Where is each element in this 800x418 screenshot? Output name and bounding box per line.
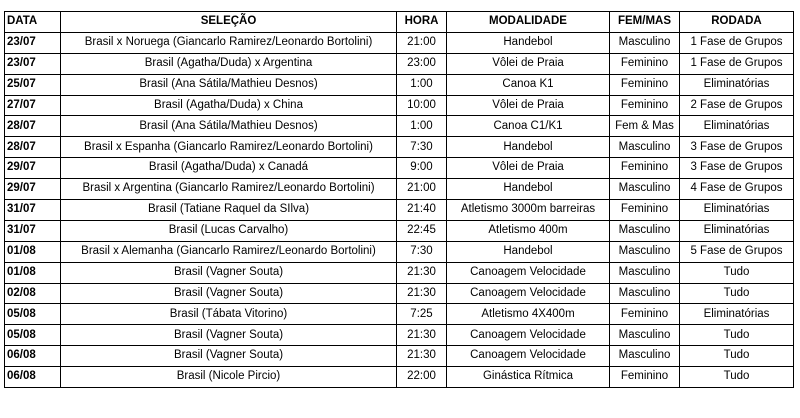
cell-round: 1 Fase de Grupos bbox=[680, 32, 794, 53]
cell-date: 01/08 bbox=[5, 262, 61, 283]
table-row bbox=[5, 304, 794, 325]
cell-team: Brasil (Vagner Souta) bbox=[61, 346, 397, 367]
cell-time: 21:30 bbox=[397, 346, 447, 367]
table-row bbox=[5, 32, 794, 53]
cell-gender: Masculino bbox=[610, 220, 680, 241]
cell-time: 7:30 bbox=[397, 241, 447, 262]
cell-team: Brasil (Agatha/Duda) x China bbox=[61, 95, 397, 116]
table-row bbox=[5, 179, 794, 200]
cell-team: Brasil (Agatha/Duda) x Argentina bbox=[61, 53, 397, 74]
cell-date: 29/07 bbox=[5, 158, 61, 179]
table-row bbox=[5, 262, 794, 283]
cell-sport: Ginástica Rítmica bbox=[447, 367, 610, 388]
cell-gender: Masculino bbox=[610, 137, 680, 158]
cell-time: 21:30 bbox=[397, 325, 447, 346]
cell-sport: Canoa K1 bbox=[447, 74, 610, 95]
cell-date: 28/07 bbox=[5, 137, 61, 158]
cell-date: 23/07 bbox=[5, 32, 61, 53]
cell-sport: Canoa C1/K1 bbox=[447, 116, 610, 137]
cell-gender: Feminino bbox=[610, 367, 680, 388]
cell-round: 4 Fase de Grupos bbox=[680, 179, 794, 200]
cell-date: 01/08 bbox=[5, 241, 61, 262]
cell-round: Tudo bbox=[680, 262, 794, 283]
schedule-table bbox=[4, 11, 794, 388]
cell-date: 29/07 bbox=[5, 179, 61, 200]
cell-date: 27/07 bbox=[5, 95, 61, 116]
cell-round: Tudo bbox=[680, 367, 794, 388]
cell-team: Brasil x Noruega (Giancarlo Ramirez/Leonardo Bortolini) bbox=[61, 32, 397, 53]
cell-team: Brasil (Vagner Souta) bbox=[61, 283, 397, 304]
cell-date: 28/07 bbox=[5, 116, 61, 137]
cell-sport: Handebol bbox=[447, 241, 610, 262]
cell-time: 23:00 bbox=[397, 53, 447, 74]
cell-sport: Handebol bbox=[447, 179, 610, 200]
cell-sport: Vôlei de Praia bbox=[447, 158, 610, 179]
cell-sport: Vôlei de Praia bbox=[447, 53, 610, 74]
cell-round: Tudo bbox=[680, 346, 794, 367]
cell-team: Brasil x Espanha (Giancarlo Ramirez/Leonardo Bortolini) bbox=[61, 137, 397, 158]
cell-team: Brasil (Ana Sátila/Mathieu Desnos) bbox=[61, 74, 397, 95]
header-row bbox=[5, 12, 794, 33]
cell-gender: Feminino bbox=[610, 304, 680, 325]
table-row bbox=[5, 200, 794, 221]
header-date: DATA bbox=[5, 12, 61, 33]
cell-date: 06/08 bbox=[5, 346, 61, 367]
cell-date: 31/07 bbox=[5, 220, 61, 241]
cell-round: 2 Fase de Grupos bbox=[680, 95, 794, 116]
cell-team: Brasil (Lucas Carvalho) bbox=[61, 220, 397, 241]
cell-team: Brasil (Tatiane Raquel da SIlva) bbox=[61, 200, 397, 221]
cell-team: Brasil (Vagner Souta) bbox=[61, 262, 397, 283]
cell-gender: Masculino bbox=[610, 262, 680, 283]
cell-sport: Canoagem Velocidade bbox=[447, 325, 610, 346]
cell-date: 02/08 bbox=[5, 283, 61, 304]
cell-date: 06/08 bbox=[5, 367, 61, 388]
cell-round: Eliminatórias bbox=[680, 220, 794, 241]
cell-time: 21:00 bbox=[397, 32, 447, 53]
cell-time: 21:00 bbox=[397, 179, 447, 200]
header-gender: FEM/MAS bbox=[610, 12, 680, 33]
cell-round: Eliminatórias bbox=[680, 74, 794, 95]
cell-date: 25/07 bbox=[5, 74, 61, 95]
cell-time: 22:00 bbox=[397, 367, 447, 388]
cell-team: Brasil (Ana Sátila/Mathieu Desnos) bbox=[61, 116, 397, 137]
cell-round: Eliminatórias bbox=[680, 116, 794, 137]
cell-time: 9:00 bbox=[397, 158, 447, 179]
cell-sport: Atletismo 4X400m bbox=[447, 304, 610, 325]
cell-round: Tudo bbox=[680, 325, 794, 346]
cell-gender: Masculino bbox=[610, 283, 680, 304]
cell-gender: Masculino bbox=[610, 32, 680, 53]
cell-time: 7:30 bbox=[397, 137, 447, 158]
cell-team: Brasil x Argentina (Giancarlo Ramirez/Leonardo Bortolini) bbox=[61, 179, 397, 200]
cell-sport: Vôlei de Praia bbox=[447, 95, 610, 116]
header-team: SELEÇÃO bbox=[61, 12, 397, 33]
cell-team: Brasil (Vagner Souta) bbox=[61, 325, 397, 346]
cell-gender: Feminino bbox=[610, 95, 680, 116]
cell-round: 5 Fase de Grupos bbox=[680, 241, 794, 262]
cell-sport: Atletismo 400m bbox=[447, 220, 610, 241]
cell-team: Brasil (Nicole Pircio) bbox=[61, 367, 397, 388]
header-sport: MODALIDADE bbox=[447, 12, 610, 33]
cell-time: 21:30 bbox=[397, 283, 447, 304]
table-row bbox=[5, 325, 794, 346]
cell-time: 22:45 bbox=[397, 220, 447, 241]
cell-date: 23/07 bbox=[5, 53, 61, 74]
cell-gender: Masculino bbox=[610, 241, 680, 262]
cell-gender: Feminino bbox=[610, 74, 680, 95]
table-row bbox=[5, 95, 794, 116]
cell-time: 21:40 bbox=[397, 200, 447, 221]
cell-gender: Feminino bbox=[610, 158, 680, 179]
cell-round: Tudo bbox=[680, 283, 794, 304]
cell-time: 1:00 bbox=[397, 74, 447, 95]
cell-date: 31/07 bbox=[5, 200, 61, 221]
cell-round: 3 Fase de Grupos bbox=[680, 158, 794, 179]
cell-round: 3 Fase de Grupos bbox=[680, 137, 794, 158]
cell-sport: Canoagem Velocidade bbox=[447, 262, 610, 283]
table-row bbox=[5, 74, 794, 95]
cell-team: Brasil (Agatha/Duda) x Canadá bbox=[61, 158, 397, 179]
cell-time: 7:25 bbox=[397, 304, 447, 325]
cell-gender: Masculino bbox=[610, 179, 680, 200]
table-row bbox=[5, 137, 794, 158]
cell-team: Brasil x Alemanha (Giancarlo Ramirez/Leonardo Bortolini) bbox=[61, 241, 397, 262]
cell-gender: Feminino bbox=[610, 200, 680, 221]
cell-gender: Masculino bbox=[610, 325, 680, 346]
table-row bbox=[5, 220, 794, 241]
cell-time: 1:00 bbox=[397, 116, 447, 137]
cell-date: 05/08 bbox=[5, 304, 61, 325]
cell-round: 1 Fase de Grupos bbox=[680, 53, 794, 74]
cell-sport: Handebol bbox=[447, 32, 610, 53]
cell-time: 10:00 bbox=[397, 95, 447, 116]
table-row bbox=[5, 241, 794, 262]
table-row bbox=[5, 158, 794, 179]
table-row bbox=[5, 367, 794, 388]
cell-team: Brasil (Tábata Vitorino) bbox=[61, 304, 397, 325]
table-row bbox=[5, 116, 794, 137]
cell-gender: Feminino bbox=[610, 53, 680, 74]
cell-round: Eliminatórias bbox=[680, 200, 794, 221]
header-round: RODADA bbox=[680, 12, 794, 33]
table-row bbox=[5, 283, 794, 304]
cell-gender: Masculino bbox=[610, 346, 680, 367]
table-row bbox=[5, 53, 794, 74]
cell-gender: Fem & Mas bbox=[610, 116, 680, 137]
cell-time: 21:30 bbox=[397, 262, 447, 283]
cell-sport: Atletismo 3000m barreiras bbox=[447, 200, 610, 221]
cell-round: Eliminatórias bbox=[680, 304, 794, 325]
cell-sport: Handebol bbox=[447, 137, 610, 158]
table-row bbox=[5, 346, 794, 367]
header-time: HORA bbox=[397, 12, 447, 33]
cell-date: 05/08 bbox=[5, 325, 61, 346]
cell-sport: Canoagem Velocidade bbox=[447, 346, 610, 367]
cell-sport: Canoagem Velocidade bbox=[447, 283, 610, 304]
